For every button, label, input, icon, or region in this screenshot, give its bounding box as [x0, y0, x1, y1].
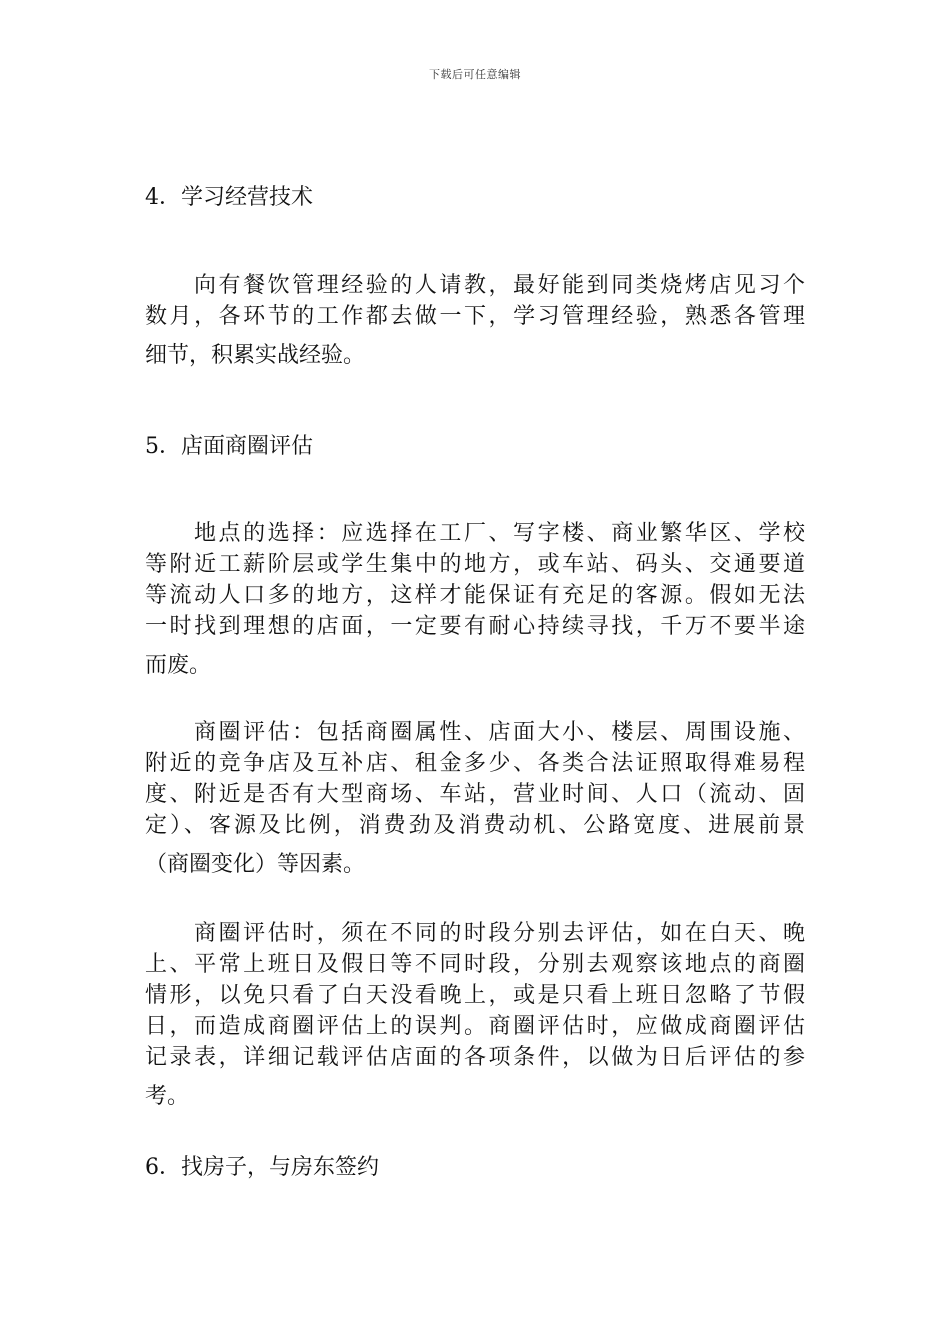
paragraph-line: 向有餐饮管理经验的人请教，最好能到同类烧烤店见习个: [194, 273, 805, 298]
paragraph-line: 等流动人口多的地方，这样才能保证有充足的客源。假如无法: [145, 583, 805, 608]
paragraph-line: 而废。: [145, 653, 212, 678]
paragraph-line: （商圈变化）等因素。: [145, 852, 366, 877]
paragraph-line: 定）、客源及比例，消费劲及消费动机、公路宽度、进展前景: [145, 813, 805, 838]
paragraph-line: 日，而造成商圈评估上的误判。商圈评估时，应做成商圈评估: [145, 1014, 805, 1039]
paragraph-line: 等附近工薪阶层或学生集中的地方，或车站、码头、交通要道: [145, 552, 805, 577]
paragraph-line: 地点的选择：应选择在工厂、写字楼、商业繁华区、学校: [194, 521, 805, 546]
paragraph-line: 一时找到理想的店面，一定要有耐心持续寻找，千万不要半途: [145, 614, 805, 639]
paragraph-location-choice: [145, 518, 805, 681]
section-heading-6: 6．找房子，与房东签约: [145, 1155, 379, 1180]
paragraph-evaluation-timing: [145, 918, 805, 1112]
paragraph-line: 上、平常上班日及假日等不同时段，分别去观察该地点的商圈: [145, 952, 805, 977]
paragraph-line: 数月，各环节的工作都去做一下，学习管理经验，熟悉各管理: [145, 304, 805, 329]
paragraph-line: 考。: [145, 1084, 190, 1109]
paragraph-trade-area-evaluation: [145, 717, 805, 880]
paragraph-line: 度、附近是否有大型商场、车站，营业时间、人口（流动、固: [145, 782, 805, 807]
paragraph-line: 记录表，详细记载评估店面的各项条件，以做为日后评估的参: [145, 1045, 805, 1070]
section-heading-4: 4．学习经营技术: [145, 185, 313, 210]
paragraph-line: 商圈评估：包括商圈属性、店面大小、楼层、周围设施、: [194, 720, 805, 745]
paragraph-line: 商圈评估时，须在不同的时段分别去评估，如在白天、晚: [194, 921, 805, 946]
paragraph-line: 细节，积累实战经验。: [145, 343, 366, 368]
paragraph-line: 附近的竞争店及互补店、租金多少、各类合法证照取得难易程: [145, 751, 805, 776]
paragraph-line: 情形，以免只看了白天没看晚上，或是只看上班日忽略了节假: [145, 983, 805, 1008]
page-header: 下载后可任意编辑: [429, 68, 521, 81]
paragraph-learn-management: [145, 270, 805, 371]
section-heading-5: 5．店面商圈评估: [145, 434, 313, 459]
